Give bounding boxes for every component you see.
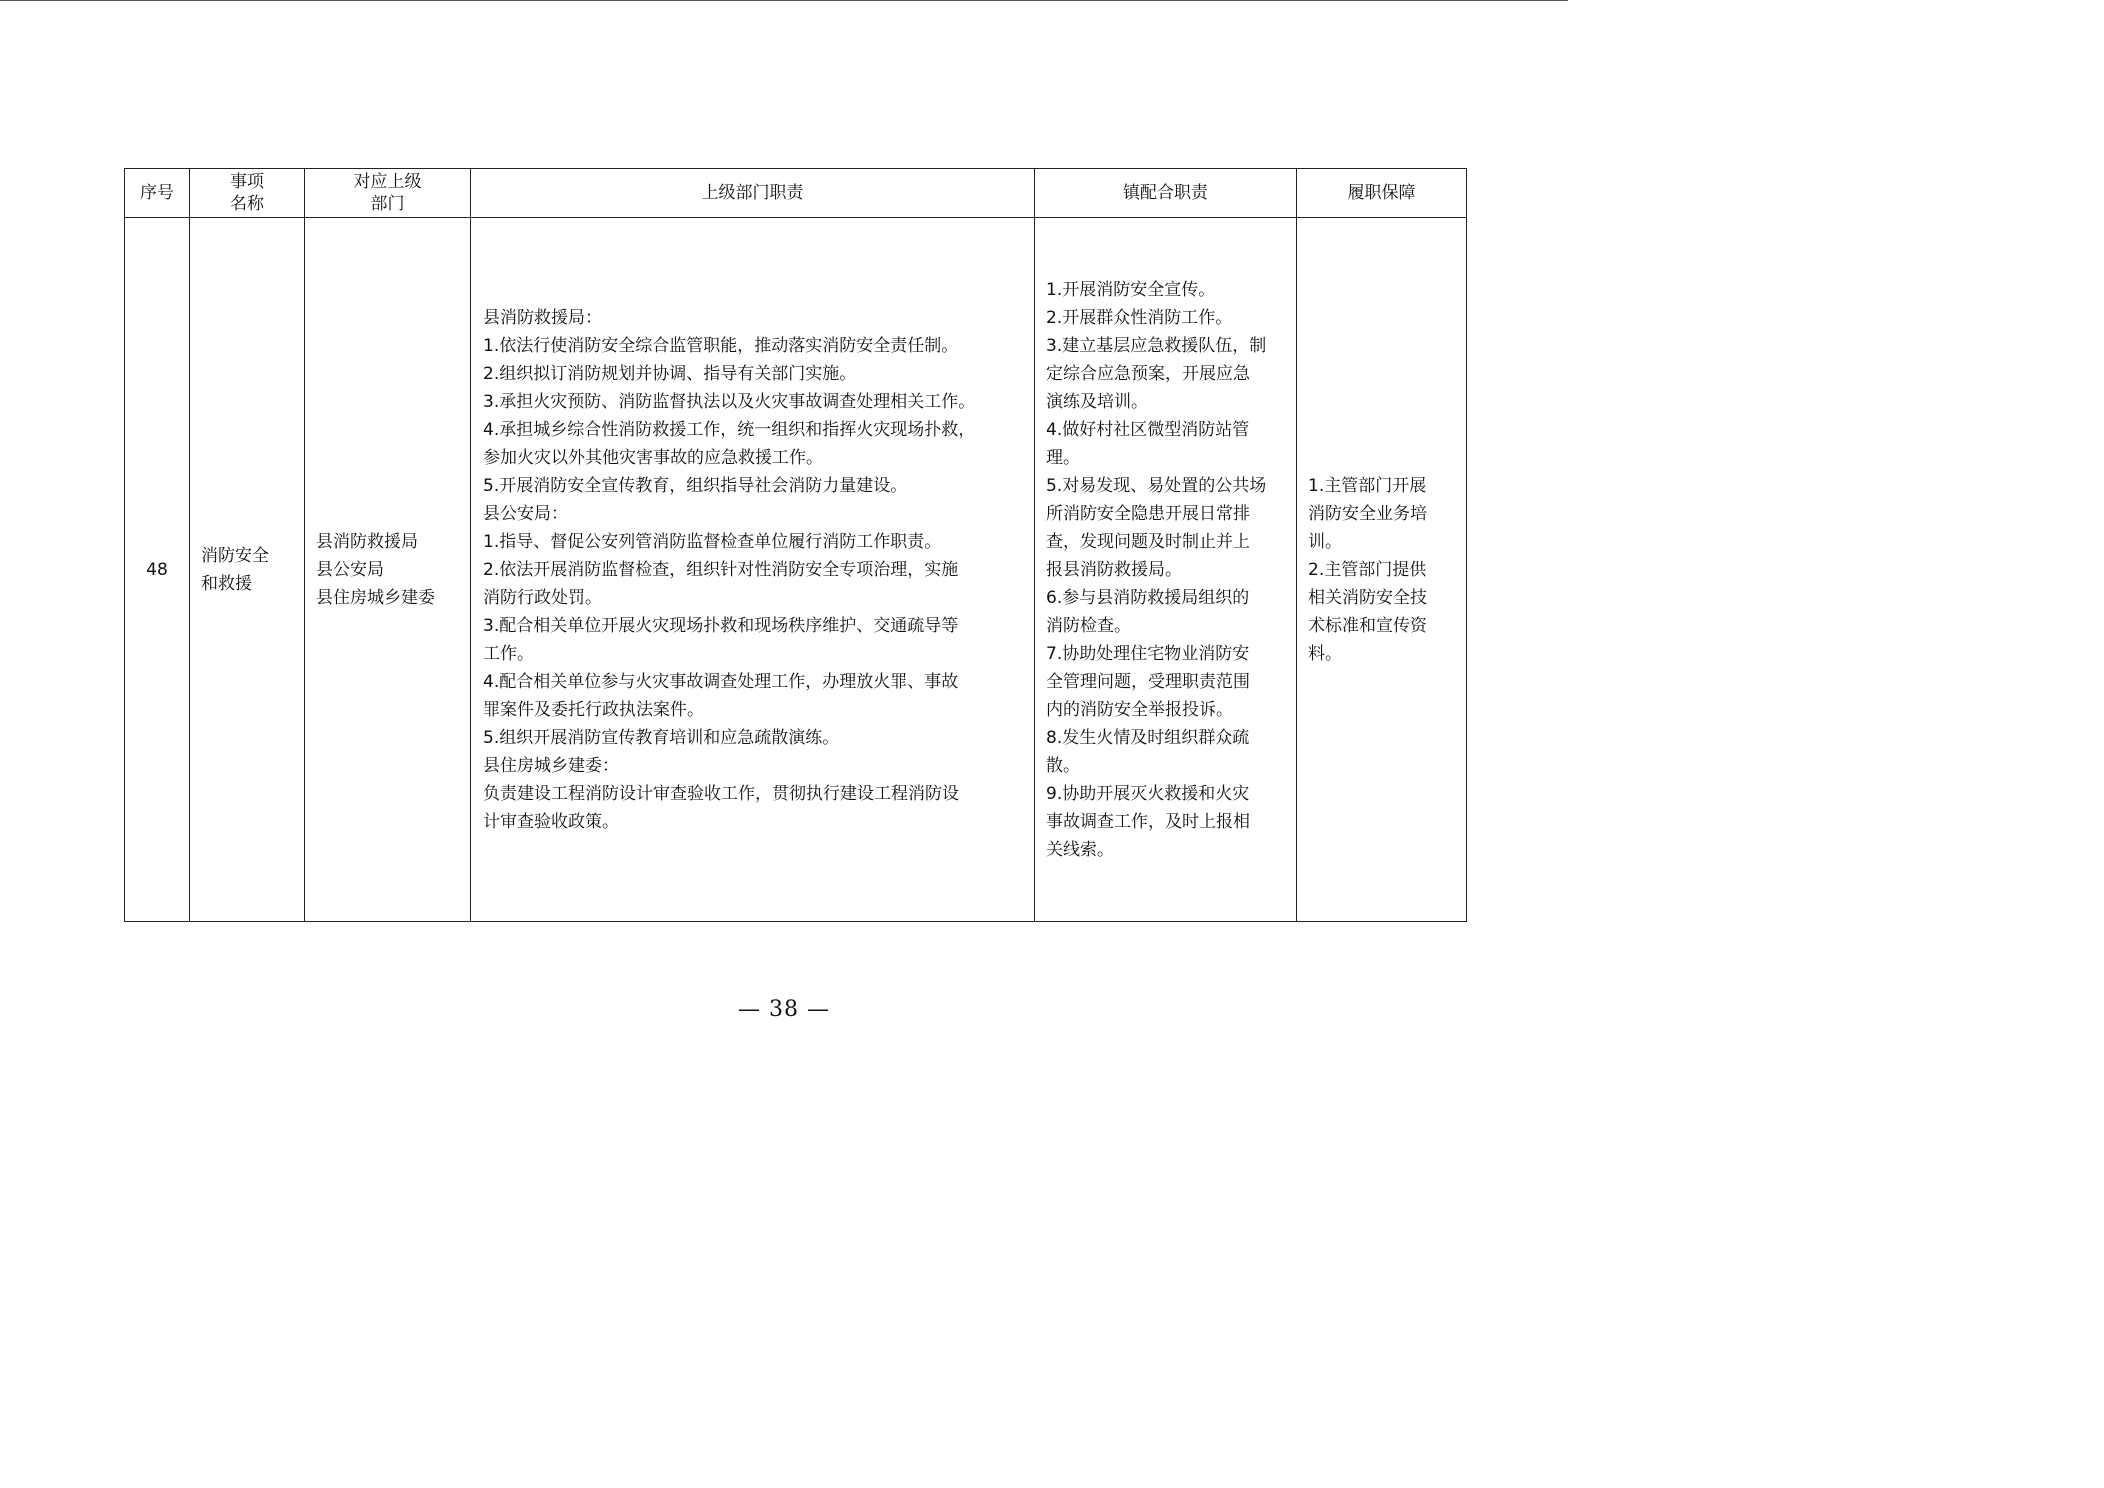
text-line: 5.对易发现、易处置的公共场	[1046, 475, 1267, 496]
text-line: 演练及培训。	[1046, 391, 1148, 412]
text-line: 3.承担火灾预防、消防监督执法以及火灾事故调查处理相关工作。	[483, 391, 976, 412]
text-line: 理。	[1046, 447, 1080, 468]
text-line: 1.主管部门开展	[1308, 475, 1427, 496]
text-line: 5.开展消防安全宣传教育，组织指导社会消防力量建设。	[483, 475, 908, 496]
town-duties-list	[1046, 276, 1288, 864]
upper-duties-list	[483, 304, 1024, 836]
header-guarantee: 履职保障	[1297, 169, 1467, 218]
text-line: 散。	[1046, 755, 1080, 776]
text-line: 1.开展消防安全宣传。	[1046, 279, 1216, 300]
text-line: 训。	[1308, 531, 1342, 552]
text-line: 2.开展群众性消防工作。	[1046, 307, 1233, 328]
text-line: 3.建立基层应急救援队伍，制	[1046, 335, 1267, 356]
table-header-row	[125, 169, 1467, 218]
text-line: 报县消防救援局。	[1046, 559, 1182, 580]
cell-upper-dept: 县消防救援局 县公安局 县住房城乡建委	[305, 218, 471, 922]
text-line: 2.依法开展消防监督检查，组织针对性消防安全专项治理，实施	[483, 559, 959, 580]
cell-guarantee	[1297, 218, 1467, 922]
cell-index: 48	[125, 218, 190, 922]
text-line: 县公安局：	[483, 503, 568, 524]
text-line: 负责建设工程消防设计审查验收工作，贯彻执行建设工程消防设	[483, 783, 959, 804]
cell-upper-duties	[471, 218, 1035, 922]
header-upper-dept: 对应上级 部门	[305, 169, 471, 218]
text-line: 4.做好村社区微型消防站管	[1046, 419, 1250, 440]
header-item-name: 事项 名称	[190, 169, 305, 218]
text-line: 消防安全业务培	[1308, 503, 1427, 524]
header-index: 序号	[125, 169, 190, 218]
text-line: 2.组织拟订消防规划并协调、指导有关部门实施。	[483, 363, 857, 384]
text-line: 事故调查工作，及时上报相	[1046, 811, 1250, 832]
text-line: 罪案件及委托行政执法案件。	[483, 699, 704, 720]
text-line: 所消防安全隐患开展日常排	[1046, 503, 1250, 524]
text-line: 1.指导、督促公安列管消防监督检查单位履行消防工作职责。	[483, 531, 942, 552]
text-line: 消防检查。	[1046, 615, 1131, 636]
cell-town-duties	[1035, 218, 1297, 922]
guarantee-list	[1308, 472, 1458, 668]
text-line: 5.组织开展消防宣传教育培训和应急疏散演练。	[483, 727, 840, 748]
text-line: 术标准和宣传资	[1308, 615, 1427, 636]
text-line: 计审查验收政策。	[483, 811, 619, 832]
text-line: 6.参与县消防救援局组织的	[1046, 587, 1250, 608]
table-row	[125, 218, 1467, 922]
text-line: 县消防救援局：	[483, 307, 602, 328]
cell-item-name: 消防安全 和救援	[190, 218, 305, 922]
text-line: 工作。	[483, 643, 534, 664]
text-line: 2.主管部门提供	[1308, 559, 1427, 580]
text-line: 相关消防安全技	[1308, 587, 1427, 608]
text-line: 全管理问题，受理职责范围	[1046, 671, 1250, 692]
text-line: 8.发生火情及时组织群众疏	[1046, 727, 1250, 748]
text-line: 查，发现问题及时制止并上	[1046, 531, 1250, 552]
text-line: 定综合应急预案，开展应急	[1046, 363, 1250, 384]
text-line: 3.配合相关单位开展火灾现场扑救和现场秩序维护、交通疏导等	[483, 615, 959, 636]
page-number: — 38 —	[738, 997, 830, 1022]
text-line: 7.协助处理住宅物业消防安	[1046, 643, 1250, 664]
responsibility-table	[124, 168, 1467, 922]
text-line: 9.协助开展灭火救援和火灾	[1046, 783, 1250, 804]
page-top-border	[0, 0, 1568, 1]
text-line: 县住房城乡建委：	[483, 755, 619, 776]
text-line: 参加火灾以外其他灾害事故的应急救援工作。	[483, 447, 823, 468]
text-line: 关线索。	[1046, 839, 1114, 860]
text-line: 料。	[1308, 643, 1342, 664]
text-line: 4.配合相关单位参与火灾事故调查处理工作，办理放火罪、事故	[483, 671, 959, 692]
header-upper-duties: 上级部门职责	[471, 169, 1035, 218]
text-line: 4.承担城乡综合性消防救援工作，统一组织和指挥火灾现场扑救，	[483, 419, 976, 440]
text-line: 内的消防安全举报投诉。	[1046, 699, 1233, 720]
header-town-duties: 镇配合职责	[1035, 169, 1297, 218]
text-line: 消防行政处罚。	[483, 587, 602, 608]
text-line: 1.依法行使消防安全综合监管职能，推动落实消防安全责任制。	[483, 335, 959, 356]
